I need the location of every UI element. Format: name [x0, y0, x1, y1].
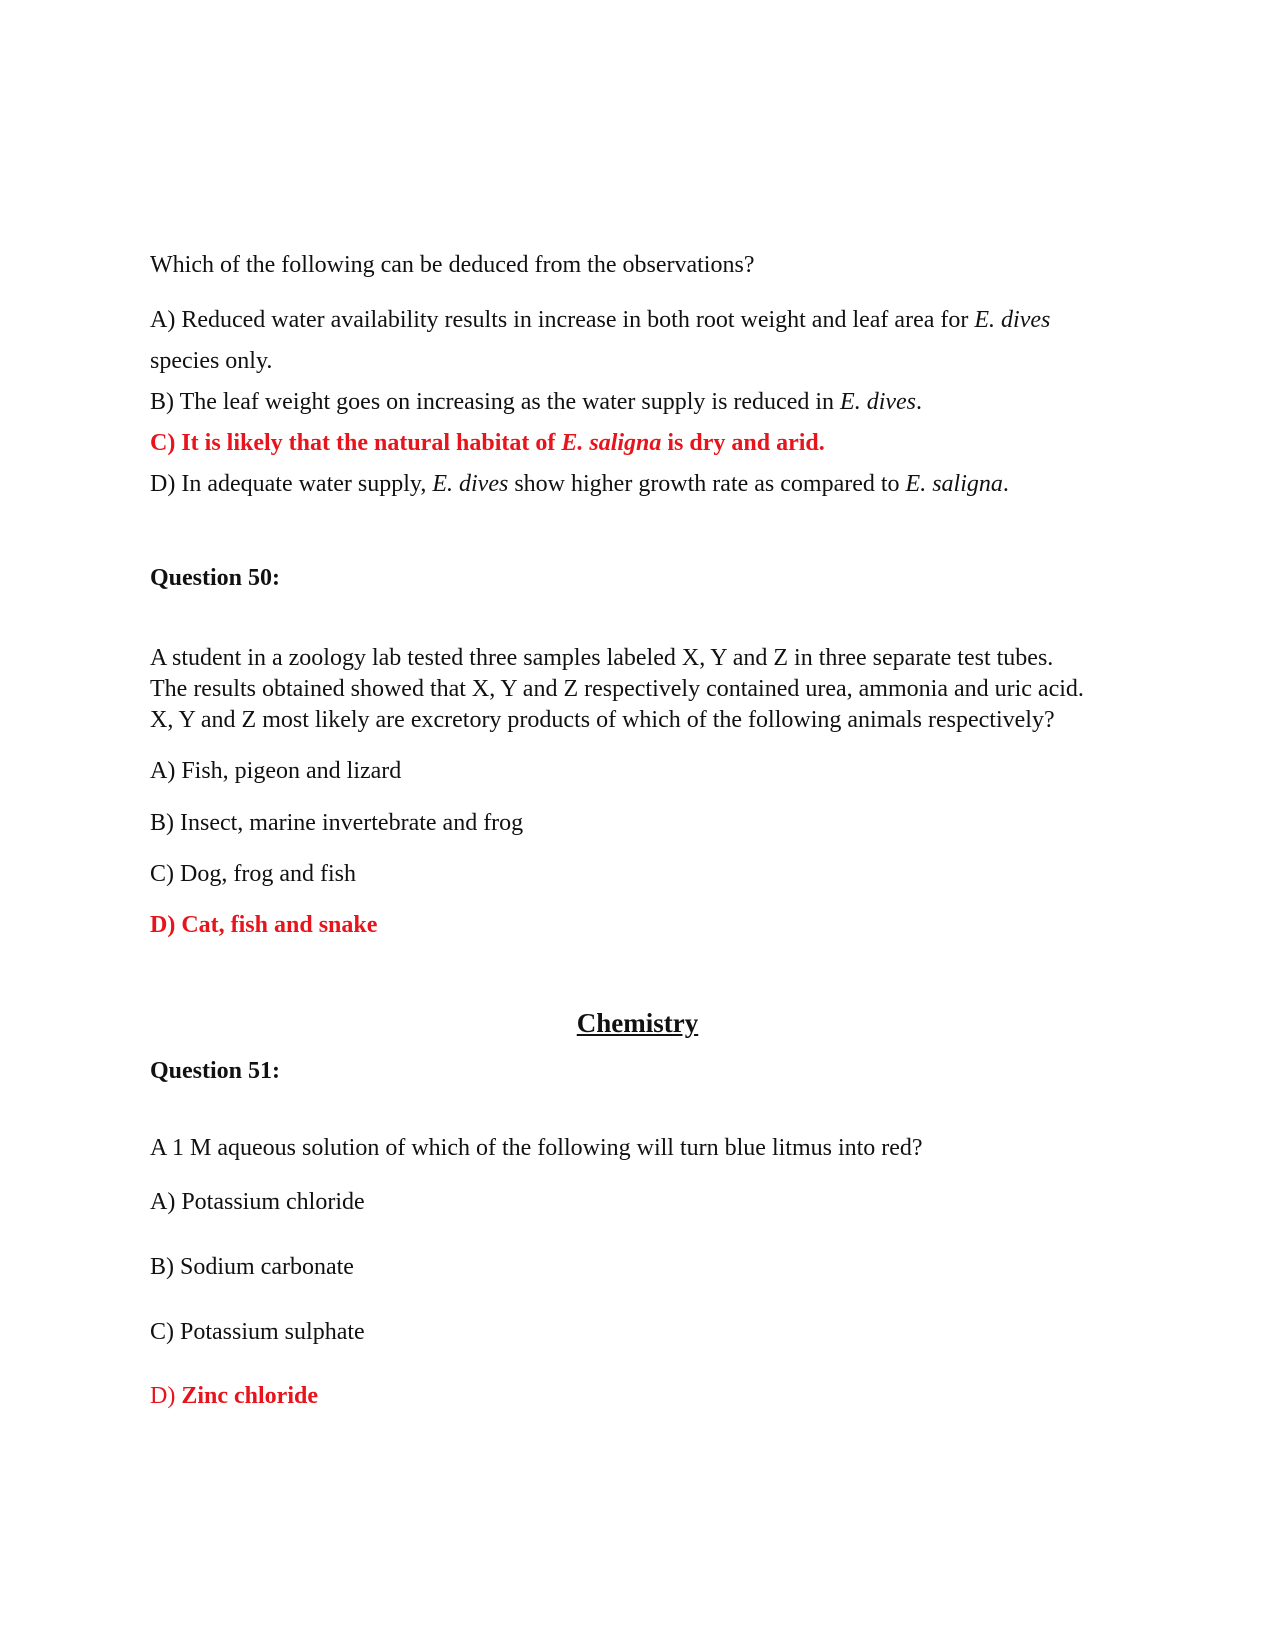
section-heading-chemistry: Chemistry: [576, 1008, 699, 1038]
q49-option-d-mid: show higher growth rate as compared to: [508, 471, 906, 497]
q51-option-c: C) Potassium sulphate: [150, 1319, 365, 1345]
q49-option-a: [150, 305, 1050, 335]
q51-option-d-letter: D): [150, 1383, 182, 1409]
q49-option-d-species-2: E. saligna: [905, 471, 1003, 497]
q50-option-b: B) Insect, marine invertebrate and frog: [150, 810, 524, 836]
q51-option-d-answer: [150, 1381, 318, 1411]
q50-title: Question 50:: [150, 565, 281, 591]
q49-option-a-species: E. dives: [974, 307, 1051, 333]
q49-option-a-continued: species only.: [150, 348, 273, 374]
q49-option-b-species: E. dives: [840, 389, 917, 415]
q51-title: Question 51:: [150, 1058, 281, 1084]
q49-option-d-text: D) In adequate water supply,: [150, 471, 433, 497]
q50-stem-line-2: The results obtained showed that X, Y and Z respectively contained urea, ammonia and uric acid.: [150, 676, 1084, 702]
q49-option-d-species-1: E. dives: [432, 471, 509, 497]
q51-option-a: A) Potassium chloride: [150, 1189, 365, 1215]
q49-option-c-end: is dry and arid.: [661, 430, 825, 456]
q50-option-a: A) Fish, pigeon and lizard: [150, 758, 402, 784]
q49-option-c-species: E. saligna: [561, 430, 662, 456]
q49-option-c-text: C) It is likely that the natural habitat of: [150, 430, 562, 456]
q49-stem: Which of the following can be deduced from the observations?: [150, 252, 755, 278]
q50-option-c: C) Dog, frog and fish: [150, 861, 356, 887]
q49-option-b-end: .: [916, 389, 923, 415]
q49-option-a-text: A) Reduced water availability results in increase in both root weight and leaf area for: [150, 307, 975, 333]
q50-option-d-answer: D) Cat, fish and snake: [150, 912, 378, 938]
q49-option-c-answer: [150, 428, 825, 458]
q51-option-d-text: Zinc chloride: [181, 1383, 318, 1409]
q50-stem-line-1: A student in a zoology lab tested three samples labeled X, Y and Z in three separate test tubes.: [150, 645, 1054, 671]
q51-option-b: B) Sodium carbonate: [150, 1254, 354, 1280]
q49-option-b: [150, 387, 922, 417]
q49-option-d: [150, 469, 1009, 499]
q51-stem: A 1 M aqueous solution of which of the following will turn blue litmus into red?: [150, 1135, 923, 1161]
q50-stem-line-3: X, Y and Z most likely are excretory products of which of the following animals respectively?: [150, 707, 1055, 733]
q49-option-b-text: B) The leaf weight goes on increasing as the water supply is reduced in: [150, 389, 841, 415]
q49-option-d-end: .: [1002, 471, 1009, 497]
